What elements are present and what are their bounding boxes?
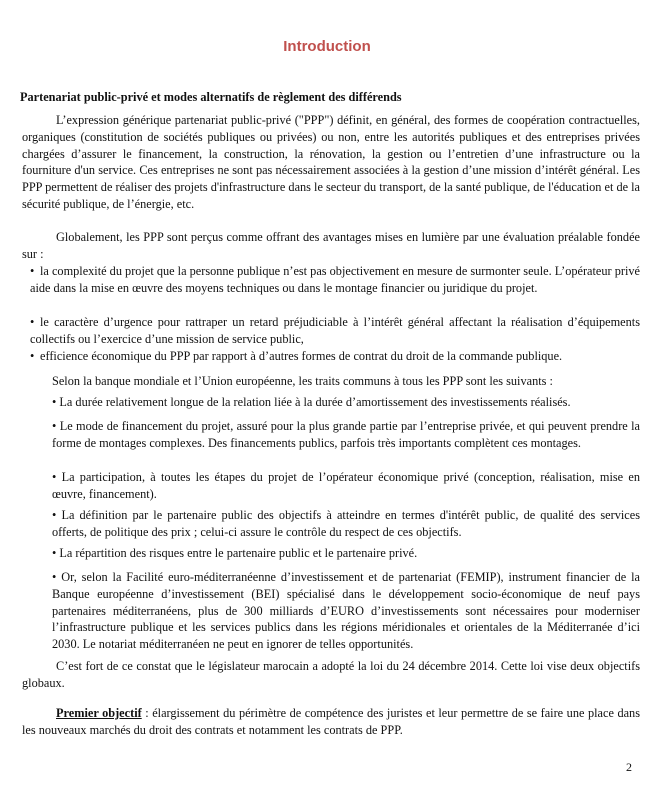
paragraph-traits-communs: Selon la banque mondiale et l’Union européenne, les traits communs à tous les PPP sont les suivants : [52, 374, 553, 388]
bullet-item-efficience [30, 348, 640, 365]
bullet-text: la complexité du projet que la personne publique n’est pas objectivement en mesure de surmonter seule. L’opérateur privé aide dans la mise en œuvre des moyens techniques ou dans le montage financier ou juridique du projet. [30, 264, 640, 295]
page-title: Introduction [283, 38, 371, 55]
paragraph-avantages: Globalement, les PPP sont perçus comme offrant des avantages mises en lumière par une évaluation préalable fondée sur : [22, 230, 640, 261]
list-item-financement [52, 418, 640, 452]
bullet-icon: • [52, 470, 57, 484]
list-item-definition [52, 507, 640, 541]
list-item-text: Le mode de financement du projet, assuré pour la plus grande partie par l’entreprise privée, et qui peuvent prendre la forme de montages complexes. Des financements publics, parfois très importants complètent ces montages. [52, 419, 640, 450]
list-item-risques [52, 545, 640, 562]
bullet-item-urgence [30, 314, 640, 348]
bullet-icon: • [52, 508, 57, 522]
bullet-icon: • [30, 349, 35, 363]
list-item-duree [52, 394, 640, 411]
bullet-text: le caractère d’urgence pour rattraper un retard préjudiciable à l’intérêt général affectant la réalisation d’équipements collectifs ou l’exercice d’une mission de service public, [30, 315, 640, 346]
page-number: 2 [626, 760, 632, 774]
bullet-icon: • [52, 570, 57, 584]
premier-objectif-label: Premier objectif [56, 706, 142, 720]
bullet-text: efficience économique du PPP par rapport à d’autres formes de contrat du droit de la commande publique. [40, 349, 563, 363]
list-item-text: La répartition des risques entre le partenaire public et le partenaire privé. [59, 546, 418, 560]
list-item-text: La participation, à toutes les étapes du projet de l’opérateur économique privé (conception, réalisation, mise en œuvre, financement). [52, 470, 640, 501]
bullet-icon: • [30, 264, 35, 278]
list-item-text: La définition par le partenaire public des objectifs à atteindre en termes d'intérêt public, de qualité des services offerts, de politique des prix ; celui-ci assure le contrôle du respect de ces objectifs. [52, 508, 640, 539]
bullet-icon: • [52, 395, 57, 409]
bullet-icon: • [52, 546, 57, 560]
premier-objectif-text: : élargissement du périmètre de compétence des juristes et leur permettre de se faire une place dans les nouveaux marchés du droit des contrats et notamment les contrats de PPP. [22, 706, 640, 737]
list-item-text: La durée relativement longue de la relation liée à la durée d’amortissement des investissements réalisés. [59, 395, 571, 409]
paragraph-premier-objectif [22, 705, 640, 739]
section-heading: Partenariat public-privé et modes alternatifs de règlement des différends [20, 90, 402, 104]
bullet-item-complexite [30, 263, 640, 297]
paragraph-ppp-definition: L’expression générique partenariat public-privé ("PPP") définit, en général, des formes de coopération contractuelles, organiques (constitution de sociétés publiques ou privées) ou non, entre les autorités publiques et des entreprises privées chargées d’assurer le financement, la construction, la rénovation, la gestion ou l’entretien d’une infrastructure ou la fourniture d'un service. Ces entreprises ne sont pas nécessairement associées à la gestion d’une mission d’intérêt général. Les PPP permettent de réaliser des projets d'infrastructure dans le secteur du transport, de la santé publique, de l'éducation et de la sécurité publique, de l’énergie, etc. [22, 113, 640, 211]
paragraph-loi-2014: C’est fort de ce constat que le législateur marocain a adopté la loi du 24 décembre 2014. Cette loi vise deux objectifs globaux. [22, 659, 640, 690]
bullet-icon: • [52, 419, 57, 433]
list-item-text: Or, selon la Facilité euro-méditerranéenne d’investissement et de partenariat (FEMIP), instrument financier de la Banque européenne d’investissement (BEI) spécialisé dans le développement socio-économique de neuf pays partenaires méditerranéens, plus de 300 milliards d’EURO d’investissements sont nécessaires pour moderniser l’infrastructure publique et les services publics dans les régions méridionales et orientales de la Méditerranée d’ici 2030. Le notariat méditerranéen ne peut en ignorer de telles opportunités. [52, 570, 640, 652]
bullet-icon: • [30, 315, 35, 329]
list-item-femip [52, 569, 640, 653]
list-item-participation [52, 469, 640, 503]
